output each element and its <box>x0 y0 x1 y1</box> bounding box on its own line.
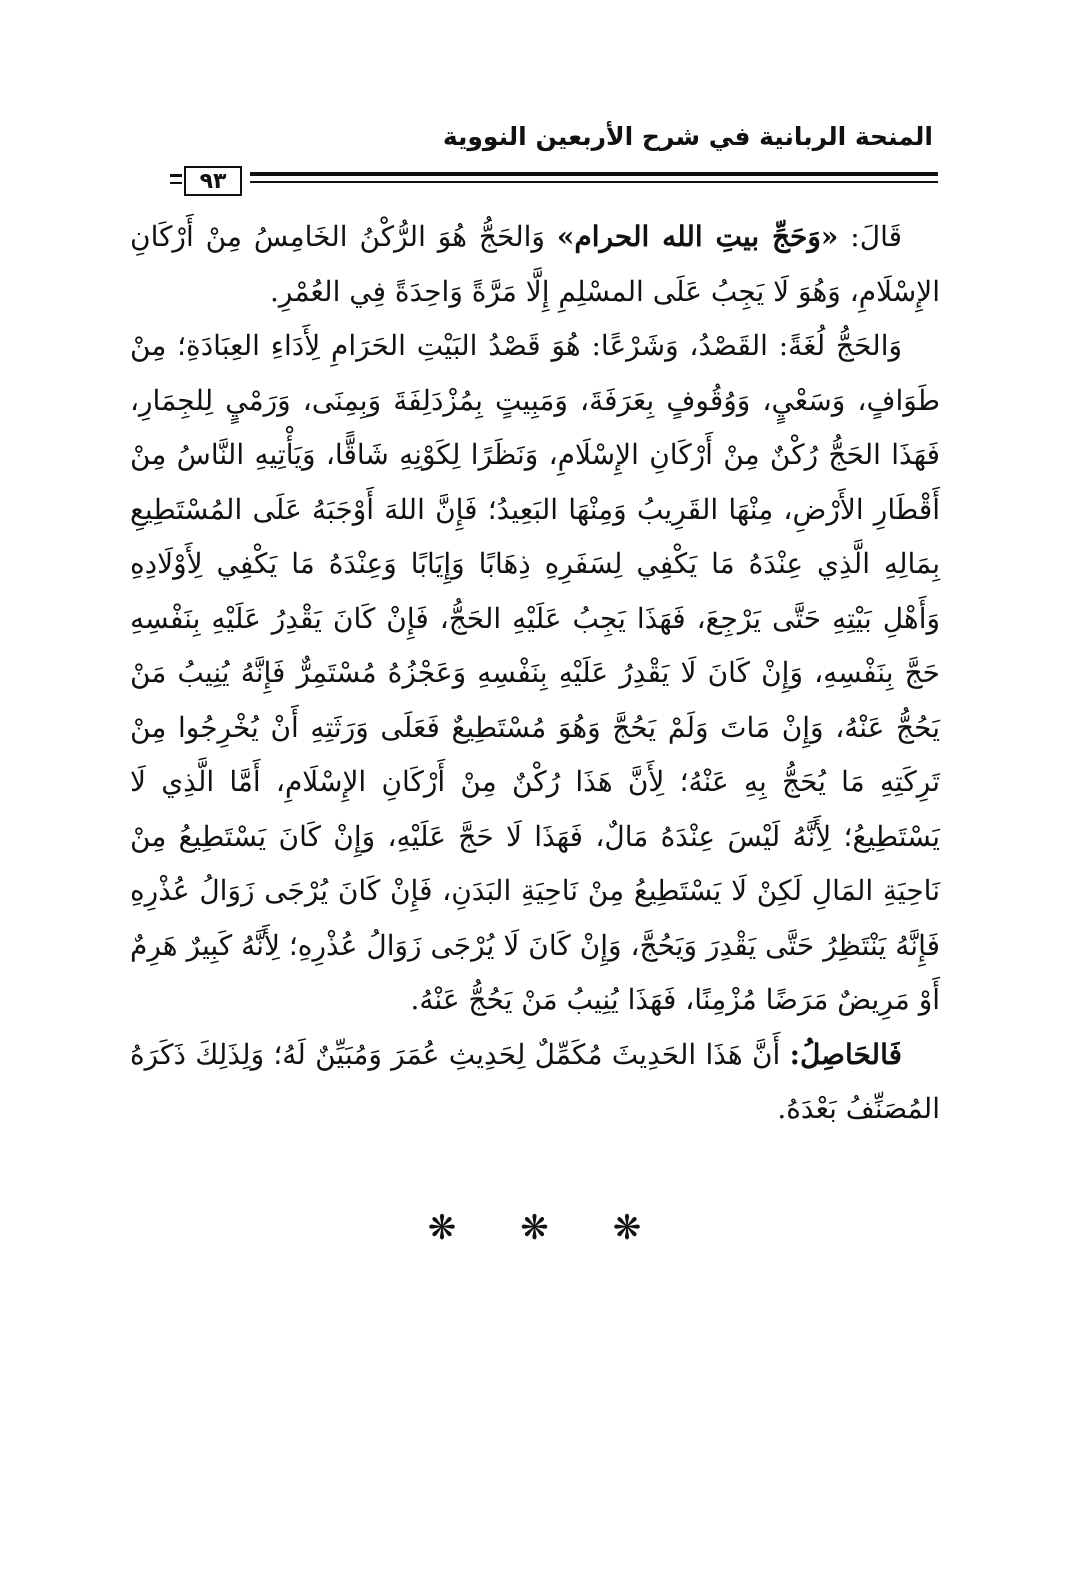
paragraph-1-rest: وَالحَجُّ هُوَ الرُّكْنُ الخَامِسُ مِنْ أَرْكَانِ الإِسْلَامِ، وَهُوَ لَا يَجِبُ عَلَى المسْلِمِ إِلَّا مَرَّةً وَاحِدَةً فِي العُمْرِ. <box>130 220 940 308</box>
body-text <box>130 210 940 1137</box>
page-number: ٩٣ <box>184 166 242 196</box>
paragraph-3 <box>130 1028 940 1137</box>
rule-left-thin <box>170 182 182 184</box>
running-title: المنحة الربانية في شرح الأربعين النووية <box>442 122 933 151</box>
paragraph-1-opening: قَالَ: <box>838 220 902 253</box>
section-separator <box>0 1208 1069 1248</box>
paragraph-1 <box>130 210 940 319</box>
rule-left-thick <box>170 174 182 177</box>
separator-star-icon: ❋ <box>427 1208 457 1248</box>
conclusion-lead: فَالحَاصِلُ: <box>789 1037 902 1071</box>
paragraph-3-rest: أَنَّ هَذَا الحَدِيثَ مُكَمِّلٌ لِحَدِيثِ عُمَرَ وَمُبَيِّنٌ لَهُ؛ وَلِذَلِكَ ذَكَرَهُ المُصَنِّفُ بَعْدَهُ. <box>130 1037 940 1125</box>
header-rule <box>170 162 938 202</box>
rule-right-thin <box>250 181 938 183</box>
paragraph-2: وَالحَجُّ لُغَةً: القَصْدُ، وَشَرْعًا: هُوَ قَصْدُ البَيْتِ الحَرَامِ لِأَدَاءِ العِبَادَةِ؛ مِنْ طَوَافٍ، وَسَعْيٍ، وَوُقُوفٍ بِعَرَفَةَ، وَمَبِيتٍ بِمُزْدَلِفَةَ وَبِمِنَى، وَرَمْيٍ لِلجِمَارِ، فَهَذَا الحَجُّ رُكْنٌ مِنْ أَرْكَانِ الإِسْلَامِ، وَنَظَرًا لِكَوْنِهِ شَاقًّا، وَيَأْتِيهِ النَّاسُ مِنْ أَقْطَارِ الأَرْضِ، مِنْهَا القَرِيبُ وَمِنْهَا البَعِيدُ؛ فَإِنَّ اللهَ أَوْجَبَهُ عَلَى المُسْتَطِيعِ بِمَالِهِ الَّذِي عِنْدَهُ مَا يَكْفِي لِسَفَرِهِ ذِهَابًا وَإِيَابًا وَعِنْدَهُ مَا يَكْفِي لِأَوْلَادِهِ وَأَهْلِ بَيْتِهِ حَتَّى يَرْجِعَ، فَهَذَا يَجِبُ عَلَيْهِ الحَجُّ، فَإِنْ كَانَ يَقْدِرُ عَلَيْهِ بِنَفْسِهِ حَجَّ بِنَفْسِهِ، وَإِنْ كَانَ لَا يَقْدِرُ عَلَيْهِ بِنَفْسِهِ وَعَجْزُهُ مُسْتَمِرٌّ فَإِنَّهُ يُنِيبُ مَنْ يَحُجُّ عَنْهُ، وَإِنْ مَاتَ وَلَمْ يَحُجَّ وَهُوَ مُسْتَطِيعٌ فَعَلَى وَرَثَتِهِ أَنْ يُخْرِجُوا مِنْ تَرِكَتِهِ مَا يُحَجُّ بِهِ عَنْهُ؛ لِأَنَّ هَذَا رُكْنٌ مِنْ أَرْكَانِ الإِسْلَامِ، أَمَّا الَّذِي لَا يَسْتَطِيعُ؛ لِأَنَّهُ لَيْسَ عِنْدَهُ مَالٌ، فَهَذَا لَا حَجَّ عَلَيْهِ، وَإِنْ كَانَ يَسْتَطِيعُ مِنْ نَاحِيَةِ المَالِ لَكِنْ لَا يَسْتَطِيعُ مِنْ نَاحِيَةِ البَدَنِ، فَإِنْ كَانَ يُرْجَى زَوَالُ عُذْرِهِ فَإِنَّهُ يَنْتَظِرُ حَتَّى يَقْدِرَ وَيَحُجَّ، وَإِنْ كَانَ لَا يُرْجَى زَوَالُ عُذْرِهِ؛ لِأَنَّهُ كَبِيرٌ هَرِمٌ أَوْ مَرِيضٌ مَرَضًا مُزْمِنًا، فَهَذَا يُنِيبُ مَنْ يَحُجُّ عَنْهُ. <box>130 329 940 1016</box>
separator-star-icon: ❋ <box>520 1208 549 1248</box>
rule-right-thick <box>250 172 938 176</box>
separator-star-icon: ❋ <box>612 1208 642 1248</box>
hadith-quote: «وَحَجِّ بيتِ الله الحرام» <box>556 220 839 253</box>
